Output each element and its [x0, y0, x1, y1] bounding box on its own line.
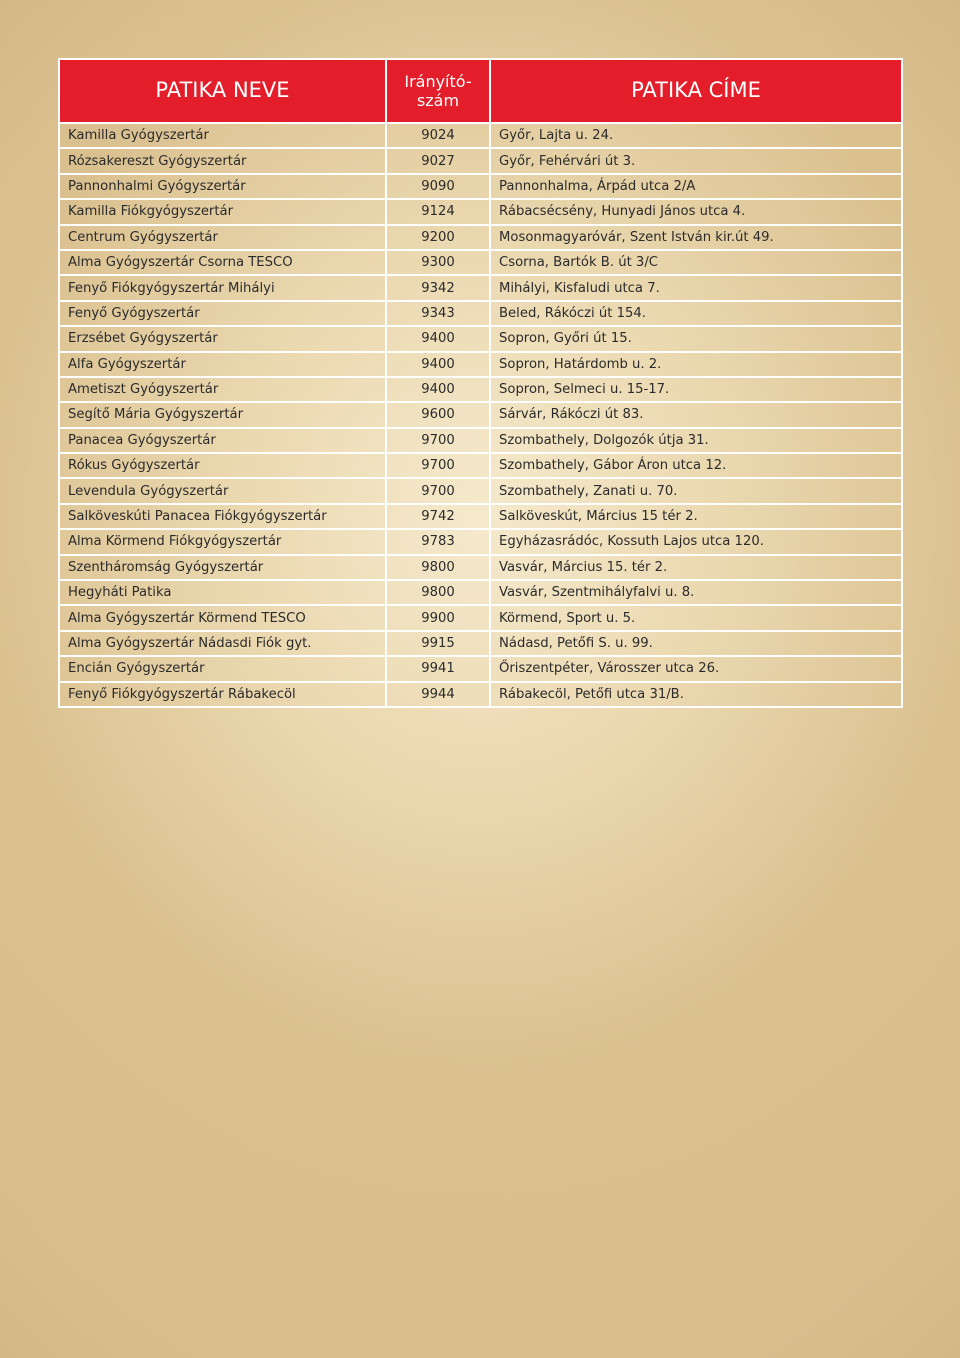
address-cell: Rábakecöl, Petőfi utca 31/B. — [490, 682, 902, 707]
table-row — [59, 453, 902, 478]
table-row — [59, 123, 902, 148]
address-cell: Rábacsécsény, Hunyadi János utca 4. — [490, 199, 902, 224]
pharmacy-name-cell: Pannonhalmi Gyógyszertár — [59, 174, 386, 199]
postal-code-cell: 9944 — [386, 682, 490, 707]
postal-code-cell: 9915 — [386, 631, 490, 656]
pharmacy-name-cell: Alma Gyógyszertár Nádasdi Fiók gyt. — [59, 631, 386, 656]
pharmacy-name-cell: Alma Körmend Fiókgyógyszertár — [59, 529, 386, 554]
header-pharmacy-name: PATIKA NEVE — [59, 59, 386, 123]
table-header-row — [59, 59, 902, 123]
postal-code-cell: 9400 — [386, 352, 490, 377]
address-cell: Szombathely, Gábor Áron utca 12. — [490, 453, 902, 478]
table-row — [59, 478, 902, 503]
table-row — [59, 275, 902, 300]
address-cell: Sárvár, Rákóczi út 83. — [490, 402, 902, 427]
address-cell: Csorna, Bartók B. út 3/C — [490, 250, 902, 275]
address-cell: Sopron, Selmeci u. 15-17. — [490, 377, 902, 402]
header-postal-code-line2: szám — [416, 91, 460, 110]
address-cell: Beled, Rákóczi út 154. — [490, 301, 902, 326]
table-row — [59, 250, 902, 275]
address-cell: Mihályi, Kisfaludi utca 7. — [490, 275, 902, 300]
postal-code-cell: 9900 — [386, 605, 490, 630]
pharmacy-name-cell: Alfa Gyógyszertár — [59, 352, 386, 377]
postal-code-cell: 9400 — [386, 326, 490, 351]
table-row — [59, 529, 902, 554]
pharmacy-name-cell: Rózsakereszt Gyógyszertár — [59, 148, 386, 173]
postal-code-cell: 9941 — [386, 656, 490, 681]
postal-code-cell: 9600 — [386, 402, 490, 427]
pharmacy-name-cell: Centrum Gyógyszertár — [59, 225, 386, 250]
address-cell: Vasvár, Szentmihályfalvi u. 8. — [490, 580, 902, 605]
postal-code-cell: 9800 — [386, 555, 490, 580]
table-row — [59, 199, 902, 224]
pharmacy-name-cell: Panacea Gyógyszertár — [59, 428, 386, 453]
address-cell: Őriszentpéter, Városszer utca 26. — [490, 656, 902, 681]
pharmacy-name-cell: Kamilla Fiókgyógyszertár — [59, 199, 386, 224]
address-cell: Vasvár, Március 15. tér 2. — [490, 555, 902, 580]
table-row — [59, 174, 902, 199]
pharmacy-name-cell: Erzsébet Gyógyszertár — [59, 326, 386, 351]
header-pharmacy-address: PATIKA CÍME — [490, 59, 902, 123]
postal-code-cell: 9742 — [386, 504, 490, 529]
address-cell: Sopron, Győri út 15. — [490, 326, 902, 351]
address-cell: Pannonhalma, Árpád utca 2/A — [490, 174, 902, 199]
pharmacy-name-cell: Levendula Gyógyszertár — [59, 478, 386, 503]
address-cell: Nádasd, Petőfi S. u. 99. — [490, 631, 902, 656]
postal-code-cell: 9300 — [386, 250, 490, 275]
address-cell: Körmend, Sport u. 5. — [490, 605, 902, 630]
table-row — [59, 352, 902, 377]
postal-code-cell: 9343 — [386, 301, 490, 326]
table-row — [59, 580, 902, 605]
table-row — [59, 631, 902, 656]
table-row — [59, 402, 902, 427]
header-postal-code — [386, 59, 490, 123]
table-row — [59, 428, 902, 453]
postal-code-cell: 9700 — [386, 428, 490, 453]
pharmacy-name-cell: Hegyháti Patika — [59, 580, 386, 605]
pharmacy-name-cell: Segítő Mária Gyógyszertár — [59, 402, 386, 427]
postal-code-cell: 9400 — [386, 377, 490, 402]
pharmacy-name-cell: Salköveskúti Panacea Fiókgyógyszertár — [59, 504, 386, 529]
pharmacy-name-cell: Rókus Gyógyszertár — [59, 453, 386, 478]
pharmacy-name-cell: Ametiszt Gyógyszertár — [59, 377, 386, 402]
table-row — [59, 682, 902, 707]
pharmacy-table — [58, 58, 903, 708]
postal-code-cell: 9700 — [386, 478, 490, 503]
address-cell: Egyházasrádóc, Kossuth Lajos utca 120. — [490, 529, 902, 554]
table-row — [59, 326, 902, 351]
table-row — [59, 605, 902, 630]
pharmacy-name-cell: Szentháromság Gyógyszertár — [59, 555, 386, 580]
table-row — [59, 504, 902, 529]
postal-code-cell: 9090 — [386, 174, 490, 199]
table-row — [59, 301, 902, 326]
pharmacy-name-cell: Fenyő Gyógyszertár — [59, 301, 386, 326]
table-row — [59, 148, 902, 173]
address-cell: Szombathely, Zanati u. 70. — [490, 478, 902, 503]
postal-code-cell: 9342 — [386, 275, 490, 300]
pharmacy-name-cell: Alma Gyógyszertár Körmend TESCO — [59, 605, 386, 630]
postal-code-cell: 9027 — [386, 148, 490, 173]
header-postal-code-line1: Irányító- — [404, 71, 472, 91]
address-cell: Győr, Lajta u. 24. — [490, 123, 902, 148]
address-cell: Salköveskút, Március 15 tér 2. — [490, 504, 902, 529]
address-cell: Szombathely, Dolgozók útja 31. — [490, 428, 902, 453]
pharmacy-name-cell: Encián Gyógyszertár — [59, 656, 386, 681]
address-cell: Sopron, Határdomb u. 2. — [490, 352, 902, 377]
pharmacy-name-cell: Alma Gyógyszertár Csorna TESCO — [59, 250, 386, 275]
postal-code-cell: 9700 — [386, 453, 490, 478]
pharmacy-name-cell: Fenyő Fiókgyógyszertár Rábakecöl — [59, 682, 386, 707]
table-row — [59, 656, 902, 681]
address-cell: Mosonmagyaróvár, Szent István kir.út 49. — [490, 225, 902, 250]
table-row — [59, 377, 902, 402]
postal-code-cell: 9124 — [386, 199, 490, 224]
postal-code-cell: 9200 — [386, 225, 490, 250]
table-row — [59, 225, 902, 250]
pharmacy-name-cell: Fenyő Fiókgyógyszertár Mihályi — [59, 275, 386, 300]
postal-code-cell: 9800 — [386, 580, 490, 605]
address-cell: Győr, Fehérvári út 3. — [490, 148, 902, 173]
postal-code-cell: 9783 — [386, 529, 490, 554]
table-row — [59, 555, 902, 580]
postal-code-cell: 9024 — [386, 123, 490, 148]
pharmacy-name-cell: Kamilla Gyógyszertár — [59, 123, 386, 148]
